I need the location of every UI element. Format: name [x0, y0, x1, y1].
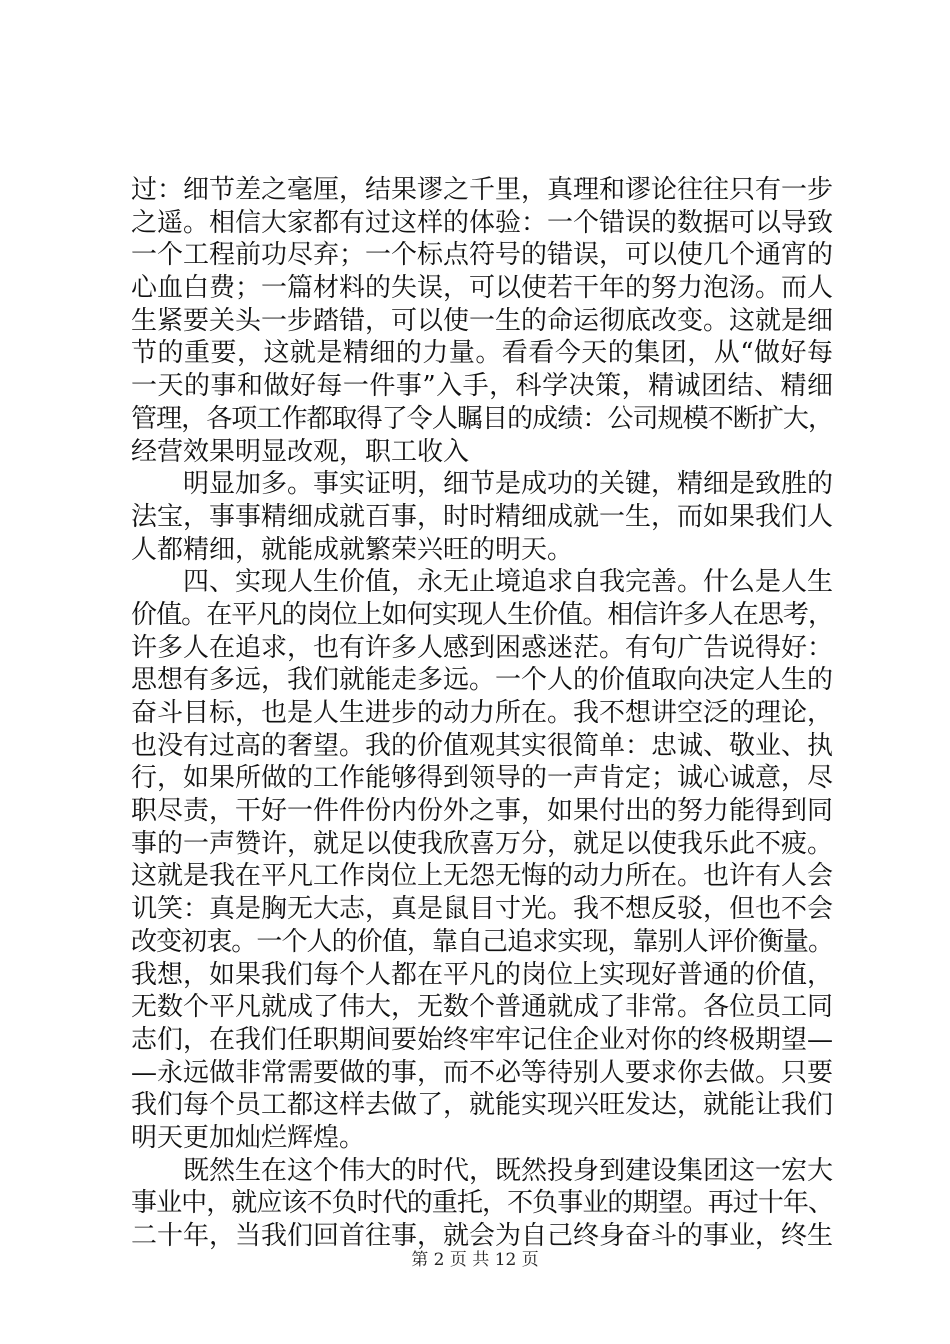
text-line: 许多人在追求，也有许多人感到困惑迷茫。有句广告说得好：: [131, 632, 834, 663]
text-line: 事的一声赞许，就足以使我欣喜万分，就足以使我乐此不疲。: [131, 828, 834, 859]
text-line: 心血白费；一篇材料的失误，可以使若干年的努力泡汤。而人: [131, 273, 834, 304]
text-line: 思想有多远，我们就能走多远。一个人的价值取向决定人生的: [131, 665, 834, 696]
text-line: 既然生在这个伟大的时代，既然投身到建设集团这一宏大: [183, 1155, 834, 1186]
text-line: 二十年，当我们回首往事，就会为自己终身奋斗的事业，终生: [131, 1221, 834, 1251]
text-line: 经营效果明显改观，职工收入: [131, 436, 470, 467]
text-line: 我们每个员工都这样去做了，就能实现兴旺发达，就能让我们: [131, 1090, 834, 1121]
text-line: 节的重要，这就是精细的力量。看看今天的集团，从“做好每: [131, 338, 833, 369]
body-text: [131, 174, 833, 1253]
text-line: 无数个平凡就成了伟大，无数个普通就成了非常。各位员工同: [131, 992, 834, 1023]
text-line: 这就是我在平凡工作岗位上无怨无悔的动力所在。也许有人会: [131, 861, 834, 892]
text-line: 法宝，事事精细成就百事，时时精细成就一生，而如果我们人: [131, 501, 834, 532]
text-line: 人都精细，就能成就繁荣兴旺的明天。: [131, 534, 574, 565]
text-line: 我想，如果我们每个人都在平凡的岗位上实现好普通的价值，: [131, 959, 834, 990]
text-line: 生紧要关头一步踏错，可以使一生的命运彻底改变。这就是细: [131, 305, 834, 336]
text-line: 改变初衷。一个人的价值，靠自己追求实现，靠别人评价衡量。: [131, 926, 833, 957]
text-line: 明天更加灿烂辉煌。: [131, 1122, 366, 1153]
text-line: 志们，在我们任职期间要始终牢牢记住企业对你的终极期望—: [131, 1024, 834, 1055]
text-line: 讥笑：真是胸无大志，真是鼠目寸光。我不想反驳，但也不会: [131, 894, 834, 925]
text-line: 奋斗目标，也是人生进步的动力所在。我不想讲空泛的理论，: [131, 698, 834, 728]
page-number-footer: 第 2 页 共 12 页: [411, 1250, 539, 1270]
text-line: 一天的事和做好每一件事”入手，科学决策，精诚团结、精细: [131, 371, 833, 402]
text-line: 行，如果所做的工作能够得到领导的一声肯定；诚心诚意，尽: [131, 763, 834, 794]
text-line: 四、实现人生价值，永无止境追求自我完善。什么是人生: [183, 567, 834, 598]
text-line: —永远做非常需要做的事，而不必等待别人要求你去做。只要: [131, 1057, 834, 1088]
text-line: 管理，各项工作都取得了令人瞩目的成绩：公司规模不断扩大，: [131, 403, 833, 434]
text-line: 也没有过高的奢望。我的价值观其实很简单：忠诚、敬业、执: [131, 730, 834, 761]
text-line: 职尽责，干好一件件份内份外之事，如果付出的努力能得到同: [131, 796, 834, 827]
text-line: 过：细节差之毫厘，结果谬之千里，真理和谬论往往只有一步: [131, 175, 834, 205]
text-line: 明显加多。事实证明，细节是成功的关键，精细是致胜的: [183, 469, 834, 500]
text-line: 价值。在平凡的岗位上如何实现人生价值。相信许多人在思考，: [131, 599, 833, 630]
text-line: 事业中，就应该不负时代的重托，不负事业的期望。再过十年、: [131, 1188, 833, 1219]
text-line: 之遥。相信大家都有过这样的体验：一个错误的数据可以导致: [131, 207, 834, 238]
text-line: 一个工程前功尽弃；一个标点符号的错误，可以使几个通宵的: [131, 240, 834, 271]
